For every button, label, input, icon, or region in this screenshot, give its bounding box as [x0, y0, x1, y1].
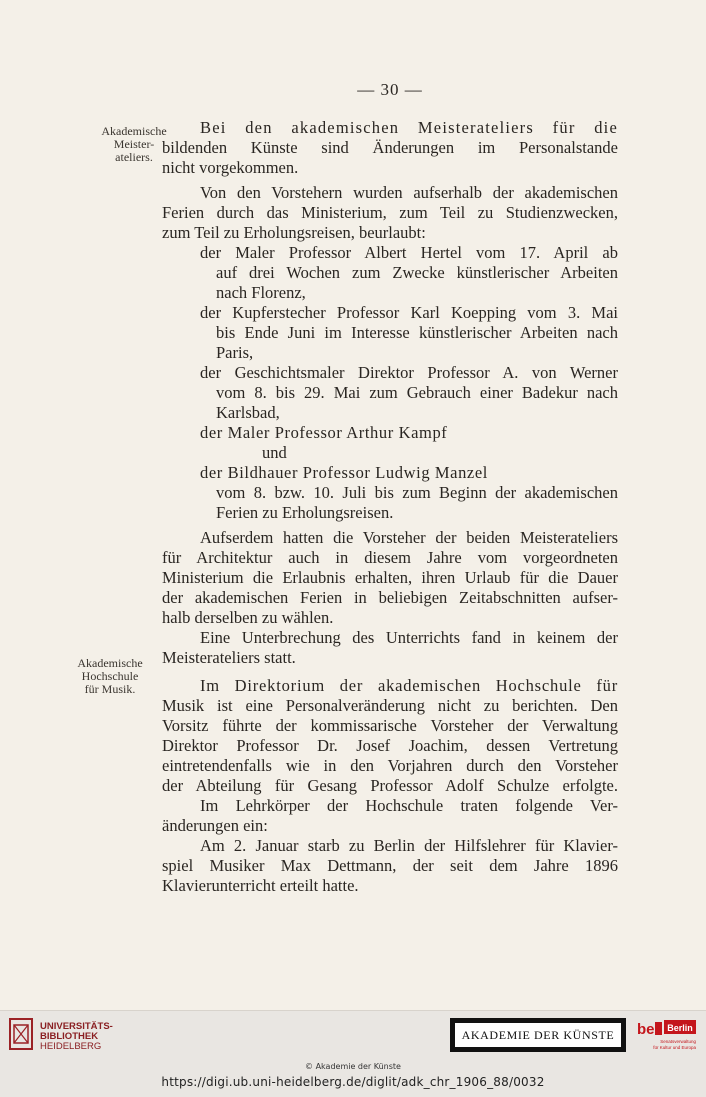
berlin-sub2: für Kultur und Europa	[653, 1045, 696, 1050]
text-line: nach Florenz,	[216, 283, 306, 302]
text-line: eintretendenfalls wie in den Vorjahren durch den Vorsteher	[162, 756, 618, 775]
margin-note-line: ateliers.	[115, 150, 153, 164]
text-line: vom 8. bis 29. Mai zum Gebrauch einer Badekur nach	[216, 383, 618, 402]
margin-note-line: Meister-	[113, 137, 155, 151]
copyright-notice: © Akademie der Künste	[305, 1062, 401, 1071]
text-line: Ferien durch das Ministerium, zum Teil zu Studienzwecken,	[162, 203, 618, 222]
text-line: Musik ist eine Personalveränderung nicht zu berichten. Den	[162, 696, 618, 715]
text-line: bildenden Künste sind Änderungen im Personalstande	[162, 138, 618, 157]
text-line: spiel Musiker Max Dettmann, der seit dem Jahre 1896	[162, 856, 618, 875]
adk-label: AKADEMIE DER KÜNSTE	[454, 1022, 622, 1048]
text-line: Im Lehrkörper der Hochschule traten folgende Ver-	[200, 796, 618, 815]
ub-heidelberg-logo-icon[interactable]	[8, 1017, 34, 1051]
text-line: Aufserdem hatten die Vorsteher der beiden Meisterateliers	[200, 528, 618, 547]
text-line: Klavierunterricht erteilt hatte.	[162, 876, 359, 895]
berlin-senate-logo-icon[interactable]	[636, 1018, 698, 1054]
text-line: zum Teil zu Erholungsreisen, beurlaubt:	[162, 223, 426, 242]
text-line: Paris,	[216, 343, 254, 362]
text-line: nicht vorgekommen.	[162, 158, 299, 177]
text-line: bis Ende Juni im Interesse künstlerischer Arbeiten nach	[216, 323, 618, 342]
akademie-der-kuenste-logo[interactable]	[450, 1018, 626, 1052]
berlin-label: Berlin	[667, 1023, 693, 1033]
permalink-url[interactable]: https://digi.ub.uni-heidelberg.de/diglit/adk_chr_1906_88/0032	[161, 1075, 545, 1089]
text-line: Bei den akademischen Meisterateliers für die	[200, 118, 618, 137]
text-line: für Architektur auch in diesem Jahre vom vorgeordneten	[162, 548, 618, 567]
text-line: der akademischen Ferien in beliebigen Zeitabschnitten aufser-	[162, 588, 618, 607]
page-number: — 30 —	[357, 80, 423, 99]
text-line: Vorsitz führte der kommissarische Vorsteher der Verwaltung	[162, 716, 618, 735]
svg-text:be: be	[637, 1021, 655, 1038]
text-line: der Abteilung für Gesang Professor Adolf Schulze erfolgte.	[162, 776, 618, 795]
ub-line: BIBLIOTHEK	[40, 1031, 99, 1042]
margin-note-line: Akademische	[101, 124, 167, 138]
margin-note-hochschule	[58, 657, 162, 696]
text-line: Am 2. Januar starb zu Berlin der Hilfslehrer für Klavier-	[200, 836, 618, 855]
text-line: Eine Unterbrechung des Unterrichts fand in keinem der	[200, 628, 618, 647]
text-line: änderungen ein:	[162, 816, 268, 835]
ub-line: HEIDELBERG	[40, 1041, 102, 1052]
text-line: Direktor Professor Dr. Josef Joachim, dessen Vertretung	[162, 736, 618, 755]
text-line: Von den Vorstehern wurden aufserhalb der akademischen	[200, 183, 618, 202]
berlin-sub1: Senatsverwaltung	[660, 1039, 696, 1044]
text-line: der Bildhauer Professor Ludwig Manzel	[200, 463, 488, 482]
margin-note-line: Hochschule	[81, 669, 139, 683]
text-line: und	[262, 443, 287, 462]
text-line: der Geschichtsmaler Direktor Professor A. von Werner	[200, 363, 618, 382]
margin-note-line: für Musik.	[84, 682, 136, 696]
ub-line: UNIVERSITÄTS-	[40, 1021, 113, 1032]
text-line: der Maler Professor Albert Hertel vom 17. April ab	[200, 243, 618, 262]
text-line: Meisterateliers statt.	[162, 648, 296, 667]
text-line: auf drei Wochen zum Zwecke künstlerischer Arbeiten	[216, 263, 618, 282]
text-line: Karlsbad,	[216, 403, 280, 422]
ub-heidelberg-label[interactable]	[40, 1022, 113, 1052]
text-line: der Kupferstecher Professor Karl Koepping vom 3. Mai	[200, 303, 618, 322]
text-line: halb derselben zu wählen.	[162, 608, 334, 627]
text-line: der Maler Professor Arthur Kampf	[200, 423, 448, 442]
text-line: Im Direktorium der akademischen Hochschule für	[200, 676, 618, 695]
margin-note-line: Akademische	[77, 656, 143, 670]
text-line: Ferien zu Erholungsreisen.	[216, 503, 394, 522]
text-line: Ministerium die Erlaubnis erhalten, ihren Urlaub für die Dauer	[162, 568, 618, 587]
text-line: vom 8. bzw. 10. Juli bis zum Beginn der akademischen	[216, 483, 618, 502]
